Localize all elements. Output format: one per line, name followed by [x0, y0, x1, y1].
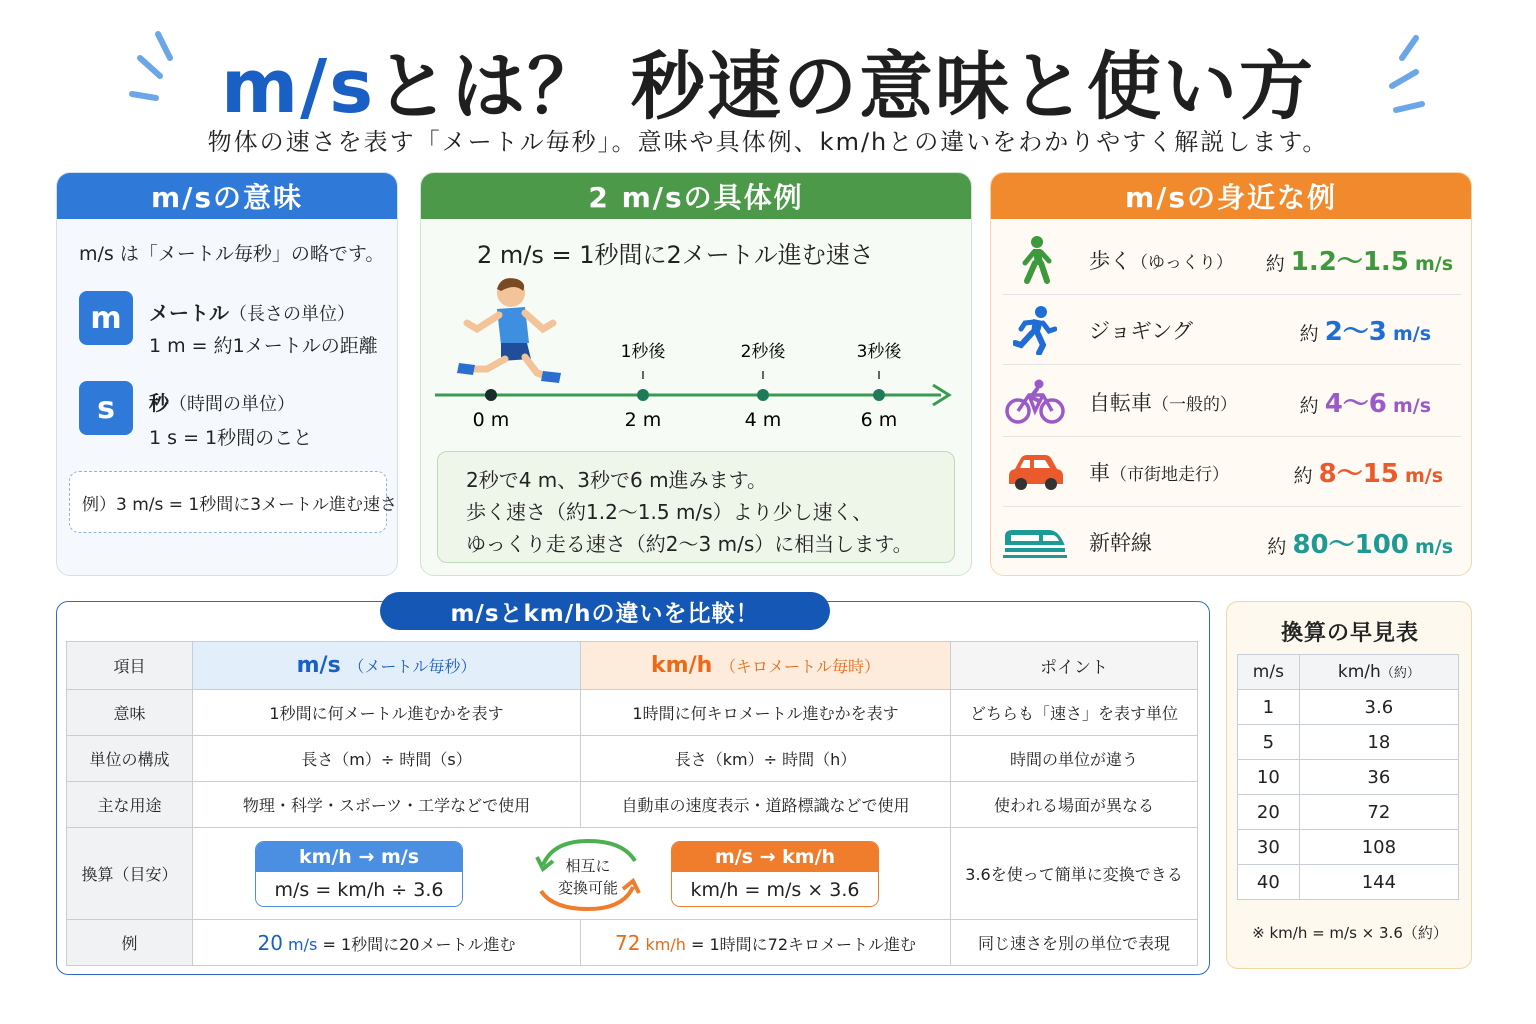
value-unit: m/s	[1392, 323, 1431, 345]
quick-cell-kmh: 3.6	[1299, 690, 1458, 725]
example-card	[420, 172, 972, 576]
quick-reference-heading: 換算の早見表	[1280, 621, 1419, 646]
label-text: 自転車	[1089, 390, 1152, 415]
everyday-label	[1089, 527, 1152, 557]
car-icon	[1003, 447, 1067, 497]
distance-label-4: 4 m	[744, 409, 782, 431]
value-number: 80～100	[1292, 529, 1409, 560]
quick-reference-table	[1237, 654, 1459, 900]
unit-m-name-text: メートル	[149, 301, 229, 325]
example-equation: 2 m/s = 1秒間に2メートル進む速さ	[477, 241, 874, 269]
example-heading: 2 m/sの具体例	[421, 173, 971, 219]
distance-label-2: 2 m	[624, 409, 662, 431]
bullet-train-icon	[1003, 517, 1067, 567]
point-4m	[757, 389, 769, 401]
unit-m-paren: （長さの単位）	[229, 304, 355, 325]
unit-s-name	[149, 387, 295, 416]
everyday-row-car	[1003, 437, 1461, 507]
quick-col-kmh-label: km/h	[1337, 662, 1381, 682]
col-header-ms	[193, 642, 581, 690]
quick-col-kmh-sub: （約）	[1380, 666, 1420, 681]
quick-cell-kmh: 108	[1299, 830, 1458, 865]
table-row-conversion	[67, 828, 1198, 920]
table-row	[1238, 725, 1459, 760]
cell-point: 3.6を使って簡単に変換できる	[951, 828, 1198, 920]
quick-col-ms: m/s	[1238, 655, 1300, 690]
conversion-cell	[193, 828, 951, 920]
example-ms-unit: m/s	[288, 934, 318, 954]
value-unit: m/s	[1392, 395, 1431, 417]
unit-s-badge: s	[79, 381, 133, 435]
ms-to-kmh-box	[671, 841, 879, 907]
everyday-row-train	[1003, 507, 1461, 576]
row-header: 主な用途	[67, 782, 193, 828]
example-ms-text: = 1秒間に20メートル進む	[317, 934, 516, 954]
everyday-row-walk	[1003, 225, 1461, 295]
row-header: 換算（目安）	[67, 828, 193, 920]
unit-s-name-text: 秒	[149, 391, 169, 415]
value-prefix: 約	[1293, 465, 1313, 487]
unit-m-badge: m	[79, 291, 133, 345]
meaning-card	[56, 172, 398, 576]
quick-header-row	[1238, 655, 1459, 690]
label-text: 歩く	[1089, 248, 1131, 273]
table-row	[67, 782, 1198, 828]
quick-cell-kmh: 72	[1299, 795, 1458, 830]
value-prefix: 約	[1265, 253, 1285, 275]
example-kmh-unit: km/h	[645, 934, 686, 954]
page-subtitle: 物体の速さを表す「メートル毎秒」。意味や具体例、km/hとの違いをわかりやすく解説します。	[207, 128, 1329, 156]
table-row	[67, 736, 1198, 782]
quick-reference-panel	[1226, 601, 1472, 969]
distance-label-6: 6 m	[860, 409, 898, 431]
everyday-row-jog	[1003, 295, 1461, 365]
row-header: 例	[67, 920, 193, 966]
quick-cell-kmh: 144	[1299, 865, 1458, 900]
title-accent: m/s	[221, 44, 376, 130]
start-point	[485, 389, 497, 401]
value-prefix: 約	[1299, 323, 1319, 345]
point-2m	[637, 389, 649, 401]
everyday-value	[1300, 311, 1431, 348]
value-unit: m/s	[1414, 253, 1453, 275]
table-row	[1238, 690, 1459, 725]
example-note	[437, 451, 955, 563]
label-sub: （ゆっくり）	[1131, 252, 1233, 273]
time-label-3: 3秒後	[856, 342, 902, 362]
col-header-point: ポイント	[951, 642, 1198, 690]
row-header: 単位の構成	[67, 736, 193, 782]
table-row	[1238, 865, 1459, 900]
quick-cell-ms: 5	[1238, 725, 1300, 760]
col-header-ms-sub: （メートル毎秒）	[348, 657, 477, 676]
distance-timeline	[431, 273, 963, 441]
everyday-label	[1089, 387, 1237, 417]
unit-s-paren: （時間の単位）	[169, 394, 295, 415]
value-unit: m/s	[1404, 465, 1443, 487]
quick-cell-kmh: 18	[1299, 725, 1458, 760]
value-number: 2～3	[1324, 317, 1387, 347]
cell-ms-example	[193, 920, 581, 966]
mutual-conversion-label	[523, 855, 653, 899]
cell-ms: 長さ（m）÷ 時間（s）	[193, 736, 581, 782]
value-number: 1.2～1.5	[1290, 247, 1409, 277]
unit-m-name	[149, 297, 355, 326]
kmh-to-ms-formula: m/s = km/h ÷ 3.6	[256, 872, 462, 907]
cell-point: 使われる場面が異なる	[951, 782, 1198, 828]
col-header-kmh	[581, 642, 951, 690]
kmh-to-ms-title: km/h → m/s	[256, 842, 462, 872]
cell-kmh: 1時間に何キロメートル進むかを表す	[581, 690, 951, 736]
time-label-1: 1秒後	[620, 342, 666, 362]
meaning-intro: m/s は「メートル毎秒」の略です。	[79, 243, 385, 265]
table-row	[67, 690, 1198, 736]
point-6m	[873, 389, 885, 401]
everyday-heading: m/sの身近な例	[991, 173, 1471, 219]
cell-ms: 1秒間に何メートル進むかを表す	[193, 690, 581, 736]
value-number: 8～15	[1318, 459, 1399, 489]
value-number: 4～6	[1324, 389, 1387, 419]
example-note-line: 2秒で4 m、3秒で6 m進みます。	[466, 468, 767, 492]
mutual-line-2: 変換可能	[557, 878, 618, 897]
col-header-item: 項目	[67, 642, 193, 690]
quick-reference-note: ※ km/h = m/s × 3.6（約）	[1252, 924, 1448, 942]
example-note-line: ゆっくり走る速さ（約2～3 m/s）に相当します。	[466, 532, 913, 556]
runner-icon	[457, 278, 561, 383]
everyday-value	[1294, 453, 1443, 490]
quick-cell-ms: 40	[1238, 865, 1300, 900]
comparison-table	[66, 641, 1198, 966]
everyday-value	[1300, 383, 1431, 420]
cell-kmh-example	[581, 920, 951, 966]
quick-col-kmh	[1299, 655, 1458, 690]
bicycle-icon	[1003, 377, 1067, 427]
value-unit: m/s	[1414, 535, 1453, 558]
table-row	[1238, 795, 1459, 830]
title-rest: とは？ 秒速の意味と使い方	[375, 44, 1315, 130]
ms-to-kmh-title: m/s → km/h	[672, 842, 878, 872]
example-note-line: 歩く速さ（約1.2～1.5 m/s）より少し速く、	[466, 500, 873, 524]
time-label-2: 2秒後	[740, 342, 786, 362]
label-text: 車	[1089, 460, 1110, 485]
value-prefix: 約	[1267, 535, 1287, 558]
unit-m-desc: 1 m = 約1メートルの距離	[149, 335, 378, 357]
quick-cell-kmh: 36	[1299, 760, 1458, 795]
mutual-line-1: 相互に	[565, 856, 611, 875]
comparison-heading: m/sとkm/hの違いを比較！	[380, 592, 830, 630]
value-prefix: 約	[1299, 395, 1319, 417]
cell-ms: 物理・科学・スポーツ・工学などで使用	[193, 782, 581, 828]
col-header-kmh-label: km/h	[651, 653, 713, 678]
page-title	[0, 28, 1536, 134]
everyday-value	[1267, 524, 1453, 561]
everyday-value	[1266, 241, 1453, 278]
quick-cell-ms: 1	[1238, 690, 1300, 725]
label-text: 新幹線	[1089, 531, 1152, 555]
cell-point: 同じ速さを別の単位で表現	[951, 920, 1198, 966]
quick-cell-ms: 20	[1238, 795, 1300, 830]
everyday-label	[1089, 315, 1193, 345]
cell-point: どちらも「速さ」を表す単位	[951, 690, 1198, 736]
meaning-example: 例）3 m/s = 1秒間に3メートル進む速さ	[69, 471, 387, 533]
table-row	[1238, 760, 1459, 795]
quick-cell-ms: 10	[1238, 760, 1300, 795]
cell-kmh: 自動車の速度表示・道路標識などで使用	[581, 782, 951, 828]
distance-label-0: 0 m	[472, 409, 510, 431]
unit-s-desc: 1 s = 1秒間のこと	[149, 427, 313, 449]
everyday-label	[1089, 457, 1229, 487]
quick-cell-ms: 30	[1238, 830, 1300, 865]
everyday-card	[990, 172, 1472, 576]
meaning-heading: m/sの意味	[57, 173, 397, 219]
running-person-icon	[1003, 305, 1067, 355]
ms-to-kmh-formula: km/h = m/s × 3.6	[672, 872, 878, 907]
table-header-row	[67, 642, 1198, 690]
cell-kmh: 長さ（km）÷ 時間（h）	[581, 736, 951, 782]
table-row	[1238, 830, 1459, 865]
example-kmh-text: = 1時間に72キロメートル進む	[685, 934, 917, 954]
label-text: ジョギング	[1089, 318, 1193, 343]
col-header-kmh-sub: （キロメートル毎時）	[719, 657, 880, 676]
col-header-ms-label: m/s	[296, 653, 341, 678]
kmh-to-ms-box	[255, 841, 463, 907]
everyday-label	[1089, 245, 1233, 275]
everyday-row-bike	[1003, 367, 1461, 437]
example-kmh-number: 72	[614, 930, 641, 955]
label-sub: （市街地走行）	[1110, 464, 1229, 485]
row-header: 意味	[67, 690, 193, 736]
example-ms-number: 20	[257, 930, 283, 955]
table-row-example	[67, 920, 1198, 966]
cell-point: 時間の単位が違う	[951, 736, 1198, 782]
label-sub: （一般的）	[1152, 394, 1237, 415]
walking-person-icon	[1003, 235, 1067, 285]
